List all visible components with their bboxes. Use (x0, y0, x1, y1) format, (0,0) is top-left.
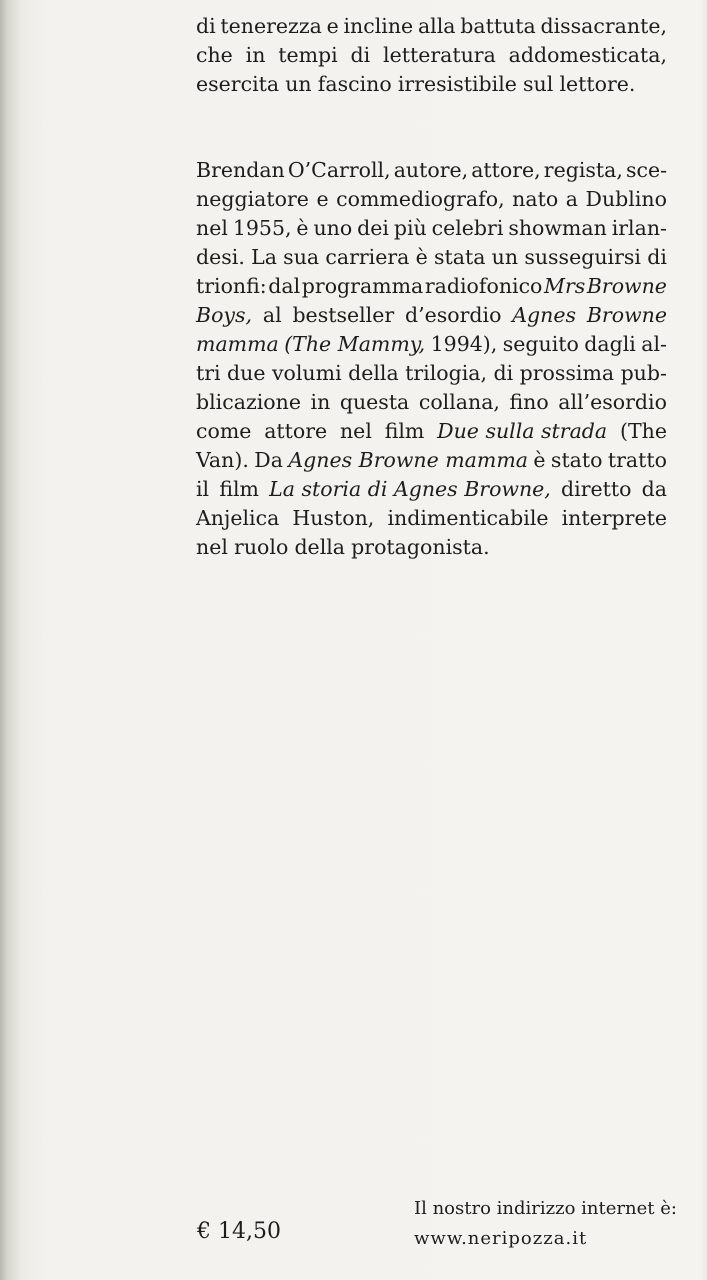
word: regista, (543, 158, 623, 182)
word: collana, (418, 390, 500, 414)
word: nel (339, 419, 372, 443)
word: che (196, 43, 233, 67)
word: fascino (317, 72, 392, 96)
word: mamma (196, 332, 279, 356)
word: Browne (586, 274, 667, 298)
word: indimenticabile (387, 506, 549, 530)
word: showman (508, 216, 607, 240)
word: La storia di Agnes Browne, (269, 477, 551, 501)
word: è (533, 448, 546, 472)
word: nel (196, 535, 228, 559)
word: al- (641, 332, 667, 356)
word: all’esordio (558, 390, 667, 414)
word: O’Carroll, (287, 158, 391, 182)
word: susseguirsi (524, 245, 641, 269)
word: blicazione (196, 390, 301, 414)
text-line (196, 243, 667, 272)
word: in (245, 43, 266, 67)
word: autore, (393, 158, 469, 182)
word: dissacrante, (540, 14, 667, 38)
word: Huston, (292, 506, 375, 530)
word: uno (313, 216, 353, 240)
word: commediografo, (336, 187, 505, 211)
word: Da (254, 448, 283, 472)
text-line (196, 156, 667, 185)
word: Browne (586, 303, 667, 327)
word: della (294, 535, 346, 559)
text-line (196, 185, 667, 214)
word: tri (196, 361, 221, 385)
text-line (196, 417, 667, 446)
word: Boys, (196, 303, 253, 327)
text-line (196, 504, 667, 533)
text-line (196, 301, 667, 330)
word: di (647, 245, 667, 269)
word: interprete (561, 506, 667, 530)
word: è (296, 216, 309, 240)
text-line (196, 388, 667, 417)
text-line (196, 533, 667, 562)
word: è (415, 245, 428, 269)
word: un (491, 245, 519, 269)
word: dal (268, 274, 301, 298)
word: dagli (584, 332, 636, 356)
word: di (350, 43, 371, 67)
word: irlan- (611, 216, 667, 240)
word: radiofonico (424, 274, 543, 298)
word: prossima (519, 361, 615, 385)
word: attore, (471, 158, 541, 182)
word: addomesticata, (508, 43, 667, 67)
word: stato (550, 448, 603, 472)
word: fino (509, 390, 549, 414)
website-link[interactable]: www.neripozza.it (414, 1228, 588, 1249)
word: della (348, 361, 399, 385)
word: e (316, 187, 329, 211)
word: al (262, 303, 282, 327)
word: tempi (278, 43, 338, 67)
word: d’esordio (404, 303, 502, 327)
word: in (310, 390, 331, 414)
text-line (196, 475, 667, 504)
word: di (196, 14, 216, 38)
word: Agnes Browne mamma (288, 448, 528, 472)
word: diretto (561, 477, 632, 501)
text-line (196, 70, 667, 99)
word: di (493, 361, 514, 385)
word: stata (433, 245, 486, 269)
word: alla (417, 14, 456, 38)
word: un (285, 72, 312, 96)
word: pub- (620, 361, 667, 385)
word: 1994), (430, 332, 498, 356)
word: tratto (607, 448, 667, 472)
word: carriera (325, 245, 410, 269)
price-label: € 14,50 (197, 1219, 281, 1244)
word: celebri (431, 216, 504, 240)
word: film (384, 419, 425, 443)
word: e (326, 14, 339, 38)
word: (The (619, 419, 667, 443)
text-line (196, 330, 667, 359)
word: irresistibile (397, 72, 517, 96)
word: Brendan (196, 158, 285, 182)
internet-address-label: Il nostro indirizzo internet è: (414, 1198, 677, 1219)
word: trionfi: (196, 274, 267, 298)
word: sce- (625, 158, 667, 182)
word: Dublino (585, 187, 667, 211)
word: ruolo (234, 535, 289, 559)
word: La (251, 245, 277, 269)
text-line (196, 272, 667, 301)
text-line (196, 359, 667, 388)
word: Due sulla strada (437, 419, 608, 443)
word: attore (264, 419, 328, 443)
word: (The Mammy, (284, 332, 426, 356)
word: trilogia, (405, 361, 488, 385)
publisher-contact (414, 1194, 677, 1254)
word: tenerezza (220, 14, 322, 38)
text-line (196, 41, 667, 70)
word: sua (283, 245, 320, 269)
word: Anjelica (196, 506, 280, 530)
word: nel (196, 216, 228, 240)
word: neggiatore (196, 187, 309, 211)
word: questa (339, 390, 410, 414)
word: film (219, 477, 259, 501)
word: seguito (502, 332, 579, 356)
word: incline (343, 14, 414, 38)
word: bestseller (292, 303, 395, 327)
word: programma (301, 274, 424, 298)
word: esercita (196, 72, 280, 96)
word: lettore. (559, 72, 636, 96)
word: più (393, 216, 427, 240)
word: nato (512, 187, 559, 211)
author-bio-paragraph (196, 156, 667, 562)
text-line (196, 12, 667, 41)
text-line (196, 446, 667, 475)
word: dei (357, 216, 389, 240)
word: letteratura (383, 43, 496, 67)
word: il (196, 477, 210, 501)
word: protagonista. (351, 535, 490, 559)
word: volumi (271, 361, 342, 385)
word: come (196, 419, 252, 443)
word: due (227, 361, 266, 385)
word: battuta (460, 14, 536, 38)
word: Agnes (512, 303, 577, 327)
word: desi. (196, 245, 245, 269)
word: Mrs (543, 274, 586, 298)
description-paragraph (196, 12, 667, 99)
word: da (641, 477, 667, 501)
text-line (196, 214, 667, 243)
word: sul (523, 72, 554, 96)
word: a (565, 187, 578, 211)
word: Van). (196, 448, 249, 472)
word: 1955, (232, 216, 292, 240)
